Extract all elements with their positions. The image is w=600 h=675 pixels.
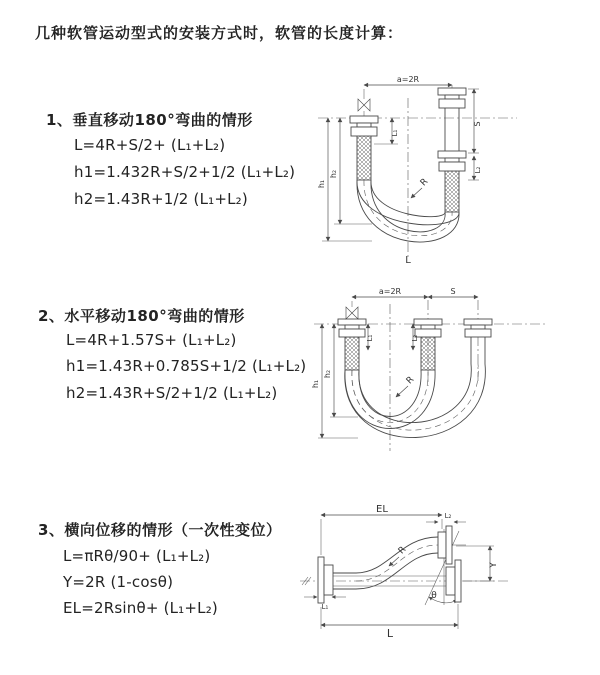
section-3-formula-l: L=πRθ/90+ (L₁+L₂) — [63, 547, 211, 565]
dim-s-label: S — [473, 121, 482, 127]
radius-leader — [396, 386, 408, 397]
dim-y-label: Y — [489, 562, 499, 568]
page-title: 几种软管运动型式的安装方式时，软管的长度计算： — [35, 24, 404, 42]
section-2-formula-h2: h2=1.43R+S/2+1/2 (L₁+L₂) — [66, 384, 278, 402]
dim-h1-label: h₁ — [311, 379, 320, 389]
section-3-formula-el: EL=2Rsinθ+ (L₁+L₂) — [63, 599, 218, 617]
dim-l1-label: L₁ — [321, 603, 329, 611]
dim-l-label: L — [386, 627, 394, 640]
diagram-3-labels — [322, 504, 499, 640]
section-2-formula-l: L=4R+1.57S+ (L₁+L₂) — [66, 331, 237, 349]
dim-l-label: L — [405, 255, 411, 266]
section-1-formula-h2: h2=1.43R+1/2 (L₁+L₂) — [74, 190, 248, 208]
section-2-heading: 2、水平移动180°弯曲的情形 — [38, 307, 245, 325]
flange-fittings — [338, 319, 492, 337]
dim-l2-label: L₂ — [444, 512, 452, 520]
section-3-formula-y: Y=2R (1-cosθ) — [63, 573, 174, 591]
dim-l2-label: L₂ — [411, 334, 419, 342]
dim-h1-label: h₁ — [317, 179, 326, 189]
valve-icon — [346, 307, 358, 319]
dim-h2-label: h₂ — [323, 369, 332, 379]
section-1-formula-l: L=4R+S/2+ (L₁+L₂) — [74, 136, 226, 154]
angle-theta-label: θ — [431, 591, 437, 601]
radius-label: R — [396, 544, 409, 557]
dim-l1-label: L₁ — [366, 334, 374, 342]
diagram-lateral-displacement — [298, 503, 598, 643]
section-2-formula-h1: h1=1.43R+0.785S+1/2 (L₁+L₂) — [66, 357, 307, 375]
diagram-vertical-180-bend — [312, 72, 582, 267]
radius-leader — [411, 188, 422, 198]
section-3-heading: 3、横向位移的情形（一次性变位） — [38, 521, 282, 539]
dim-el-label: EL — [376, 504, 388, 515]
hose-curves — [345, 337, 486, 438]
section-1-heading: 1、垂直移动180°弯曲的情形 — [46, 111, 253, 129]
centerlines — [318, 98, 517, 258]
dim-l2-label: L₂ — [474, 166, 482, 174]
dim-a-2r-label: a=2R — [378, 287, 402, 296]
radius-label: R — [404, 374, 417, 387]
dimension-lines — [318, 297, 478, 438]
dim-s-label: S — [450, 287, 456, 296]
radius-label: R — [418, 176, 431, 189]
valve-icon — [358, 99, 370, 111]
flange-fittings — [318, 526, 461, 603]
dim-a-2r-label: a=2R — [396, 75, 420, 84]
section-1-formula-h1: h1=1.432R+S/2+1/2 (L₁+L₂) — [74, 163, 296, 181]
diagram-horizontal-180-bend — [310, 286, 590, 461]
dim-h2-label: h₂ — [329, 169, 338, 179]
dim-l1-label: L₁ — [391, 129, 399, 137]
